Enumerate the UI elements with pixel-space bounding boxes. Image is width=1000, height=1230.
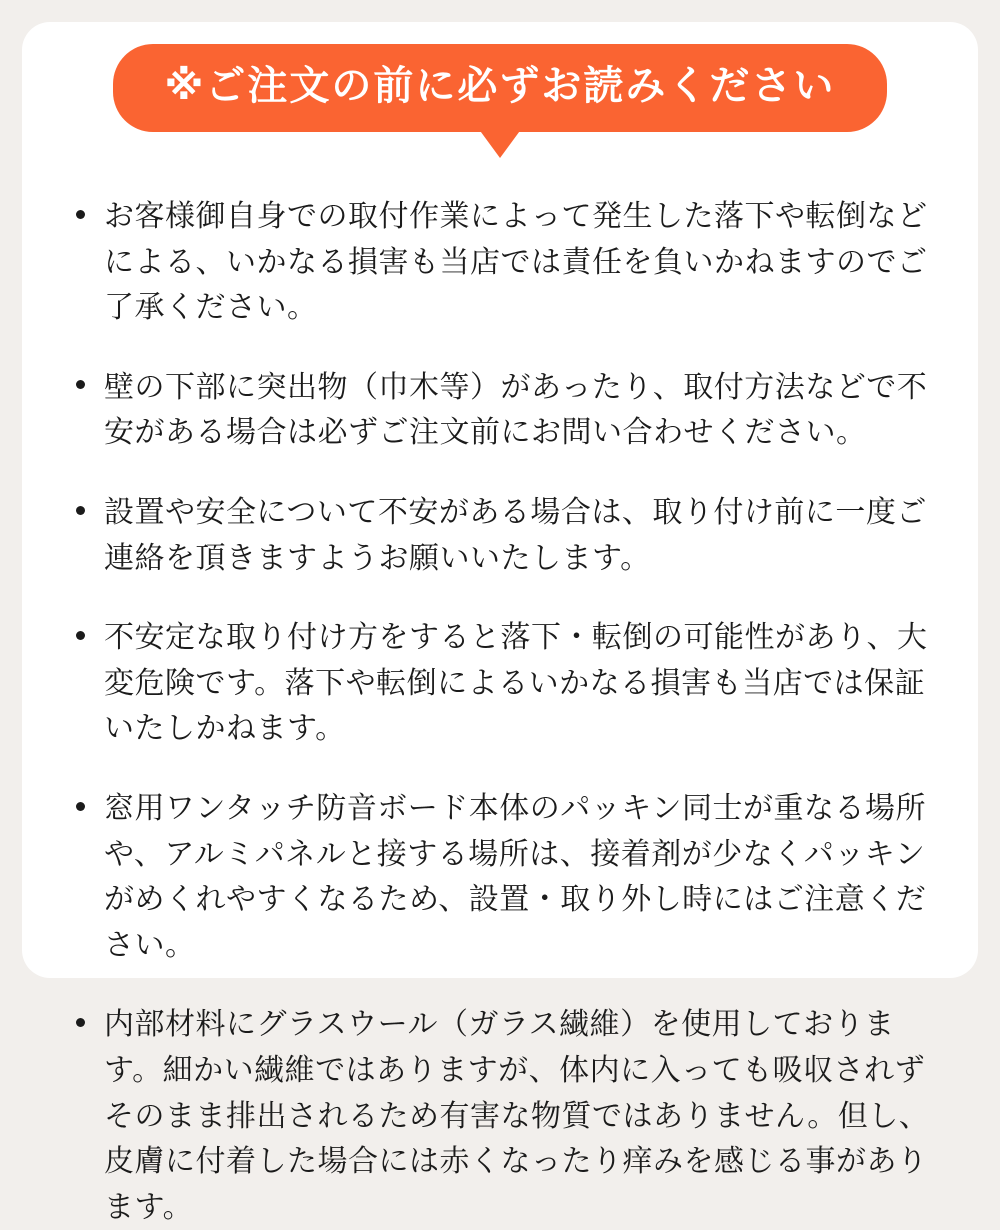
bullet-icon [76,631,85,640]
notice-heading-text: ※ご注文の前に必ずお読みください [164,64,836,108]
bullet-icon [76,506,85,515]
list-item-text: 壁の下部に突出物（巾木等）があったり、取付方法などで不安がある場合は必ずご注文前にお問い合わせください。 [104,370,928,450]
list-item [70,615,938,752]
list-item [70,1002,938,1230]
bullet-icon [76,210,85,219]
notice-list [22,194,978,1230]
list-item [70,786,938,968]
notice-card [22,22,978,1224]
notice-heading-wrap [22,22,978,132]
speech-bubble-tail-icon [478,128,522,158]
notice-heading [113,44,888,132]
bullet-icon [76,802,85,811]
list-item [70,194,938,331]
bullet-icon [76,1018,85,1027]
list-item [70,490,938,581]
list-item-text: 設置や安全について不安がある場合は、取り付け前に一度ご連絡を頂きますようお願いいたします。 [104,495,927,575]
list-item-text: お客様御自身での取付作業によって発生した落下や転倒などによる、いかなる損害も当店では責任を負いかねますのでご了承ください。 [104,200,928,325]
list-item-text: 窓用ワンタッチ防音ボード本体のパッキン同士が重なる場所や、アルミパネルと接する場所は、接着剤が少なくパッキンがめくれやすくなるため、設置・取り外し時にはご注意ください。 [104,791,927,962]
list-item-text: 内部材料にグラスウール（ガラス繊維）を使用しております。細かい繊維ではありますが、体内に入っても吸収されずそのまま排出されるため有害な物質ではありません。但し、皮膚に付着した場合には赤くなったり痒みを感じる事があります。 [104,1008,930,1224]
bullet-icon [76,380,85,389]
list-item [70,365,938,456]
list-item-text: 不安定な取り付け方をすると落下・転倒の可能性があり、大変危険です。落下や転倒によるいかなる損害も当店では保証いたしかねます。 [104,621,928,746]
